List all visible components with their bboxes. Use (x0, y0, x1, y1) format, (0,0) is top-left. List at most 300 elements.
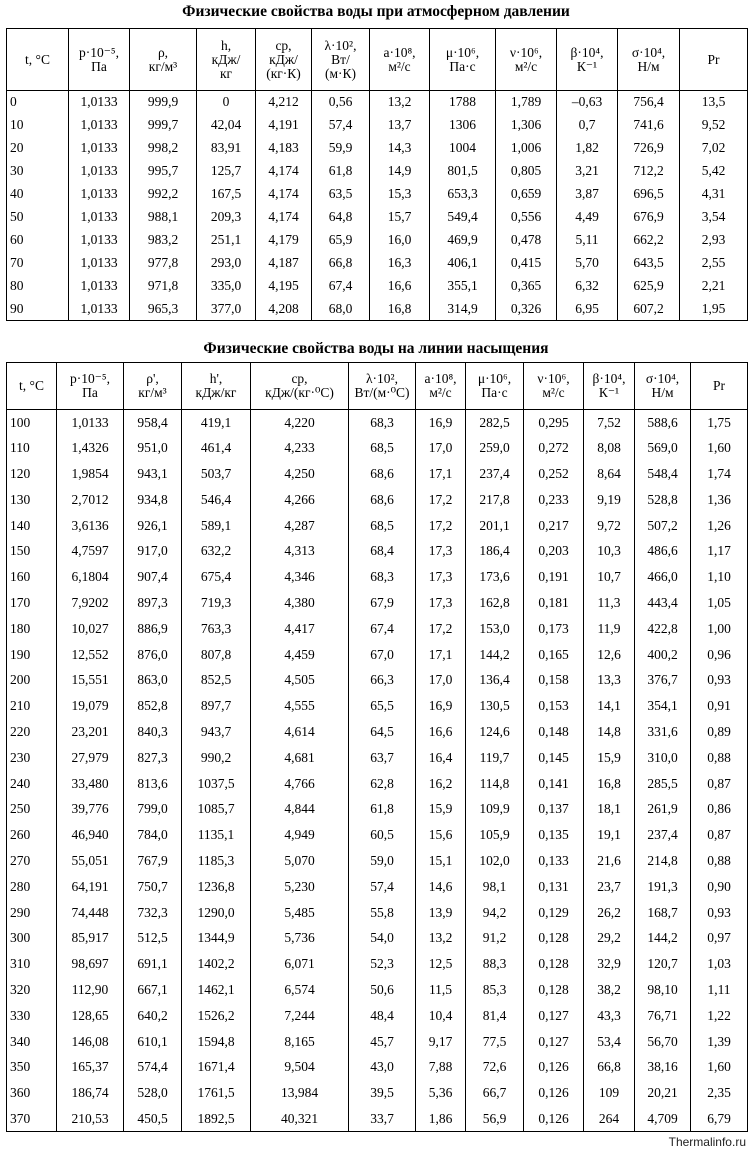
table-cell: 992,2 (130, 183, 197, 206)
column-header-line: μ·10⁶, (477, 371, 512, 386)
table-cell: 8,165 (251, 1029, 349, 1055)
table-row (7, 229, 748, 252)
table-cell: 0,87 (691, 822, 748, 848)
table-cell: 958,4 (124, 410, 182, 436)
table-cell: 1,4326 (57, 435, 124, 461)
table-cell: 607,2 (618, 298, 680, 321)
table-cell: 110 (7, 435, 57, 461)
table-cell: 144,2 (635, 925, 691, 951)
table-cell: 907,4 (124, 564, 182, 590)
table-cell: 214,8 (635, 848, 691, 874)
table-cell: 926,1 (124, 513, 182, 539)
table-cell: 170 (7, 590, 57, 616)
table-cell: 1761,5 (182, 1080, 251, 1106)
column-header-line: кДж/кг (195, 385, 237, 400)
table-cell: 4,233 (251, 435, 349, 461)
table-cell: 13,5 (680, 91, 748, 114)
table-cell: 17,3 (416, 564, 466, 590)
table-cell: 1,0133 (69, 137, 130, 160)
column-header (349, 363, 416, 410)
table-cell: 5,070 (251, 848, 349, 874)
table-cell: 0,181 (524, 590, 584, 616)
table-cell: 0,88 (691, 745, 748, 771)
table-cell: 5,36 (416, 1080, 466, 1106)
table-cell: 80 (7, 275, 69, 298)
table-cell: 124,6 (466, 719, 524, 745)
table-cell: 799,0 (124, 796, 182, 822)
table-cell: 105,9 (466, 822, 524, 848)
table-cell: 43,3 (584, 1003, 635, 1029)
table-cell: 719,3 (182, 590, 251, 616)
table-cell: 15,7 (370, 206, 430, 229)
table-cell: 0,86 (691, 796, 748, 822)
table-cell: 66,8 (584, 1054, 635, 1080)
table-cell: 8,64 (584, 461, 635, 487)
watermark-text: Thermalinfo.ru (668, 1135, 746, 1149)
table-cell: 17,0 (416, 667, 466, 693)
table-cell: 13,7 (370, 114, 430, 137)
table-cell: 90 (7, 298, 69, 321)
table-cell: 15,9 (584, 745, 635, 771)
table-cell: 1,0133 (69, 91, 130, 114)
table-row (7, 538, 748, 564)
table-cell: 330 (7, 1003, 57, 1029)
table-cell: 0,659 (496, 183, 557, 206)
column-header-line: p·10⁻⁵, (79, 44, 119, 60)
column-header-line: a·10⁸, (424, 371, 457, 386)
column-header (557, 29, 618, 91)
table-cell: 209,3 (197, 206, 256, 229)
table1-body (7, 91, 748, 321)
table-cell: 10,3 (584, 538, 635, 564)
table-cell: 827,3 (124, 745, 182, 771)
table-cell: 0,127 (524, 1029, 584, 1055)
table-cell: 0,203 (524, 538, 584, 564)
table-cell: 0,805 (496, 160, 557, 183)
table-cell: 7,52 (584, 410, 635, 436)
table-cell: 57,4 (349, 874, 416, 900)
table-cell: 4,187 (256, 252, 312, 275)
table-cell: 72,6 (466, 1054, 524, 1080)
column-header-line: λ·10², (366, 371, 398, 386)
table-cell: 14,9 (370, 160, 430, 183)
table-cell: 6,32 (557, 275, 618, 298)
table-cell: 988,1 (130, 206, 197, 229)
table-cell: 60 (7, 229, 69, 252)
table-cell: 784,0 (124, 822, 182, 848)
table-cell: 0,128 (524, 925, 584, 951)
table-cell: 876,0 (124, 642, 182, 668)
table-cell: 419,1 (182, 410, 251, 436)
table-cell: 653,3 (430, 183, 496, 206)
table-cell: 0,295 (524, 410, 584, 436)
table-cell: 91,2 (466, 925, 524, 951)
table-cell: 696,5 (618, 183, 680, 206)
table-cell: 33,480 (57, 771, 124, 797)
column-header-line: Н/м (651, 385, 674, 400)
table-cell: 16,6 (370, 275, 430, 298)
table-cell: 7,9202 (57, 590, 124, 616)
table-cell: 625,9 (618, 275, 680, 298)
table-cell: 60,5 (349, 822, 416, 848)
table-row (7, 206, 748, 229)
column-header (584, 363, 635, 410)
table2-header-row (7, 363, 748, 410)
table-cell: 64,5 (349, 719, 416, 745)
column-header (251, 363, 349, 410)
table-cell: 4,183 (256, 137, 312, 160)
table-cell: 0,7 (557, 114, 618, 137)
column-header-line: м²/с (514, 58, 538, 74)
table-row (7, 114, 748, 137)
table-cell: 285,5 (635, 771, 691, 797)
column-header-line: Pr (707, 51, 720, 67)
table-cell: 4,346 (251, 564, 349, 590)
table-cell: 4,844 (251, 796, 349, 822)
table-cell: 32,9 (584, 951, 635, 977)
table-cell: 56,70 (635, 1029, 691, 1055)
table-cell: 450,5 (124, 1106, 182, 1132)
column-header-line: ν·10⁶, (509, 44, 543, 60)
table-row (7, 590, 748, 616)
table-cell: 130 (7, 487, 57, 513)
table-cell: 68,5 (349, 435, 416, 461)
table-cell: 0,126 (524, 1106, 584, 1132)
table-cell: 10 (7, 114, 69, 137)
column-header (312, 29, 370, 91)
table-cell: 335,0 (197, 275, 256, 298)
table-cell: 977,8 (130, 252, 197, 275)
table-cell: 350 (7, 1054, 57, 1080)
table-cell: 98,697 (57, 951, 124, 977)
table-cell: 260 (7, 822, 57, 848)
table-cell: 1185,3 (182, 848, 251, 874)
table-cell: 0,272 (524, 435, 584, 461)
table-cell: 29,2 (584, 925, 635, 951)
table-cell: 293,0 (197, 252, 256, 275)
column-header-line: кДж/ (211, 51, 241, 67)
table-cell: 370 (7, 1106, 57, 1132)
table-cell: 68,5 (349, 513, 416, 539)
table-row (7, 1054, 748, 1080)
table-cell: 237,4 (635, 822, 691, 848)
table-cell: 55,8 (349, 900, 416, 926)
table-cell: 750,7 (124, 874, 182, 900)
table-cell: –0,63 (557, 91, 618, 114)
column-header-line: μ·10⁶, (445, 44, 480, 60)
table-cell: 2,21 (680, 275, 748, 298)
table-cell: 1,00 (691, 616, 748, 642)
table-cell: 153,0 (466, 616, 524, 642)
table-cell: 1,74 (691, 461, 748, 487)
table-cell: 67,4 (312, 275, 370, 298)
table-cell: 4,174 (256, 183, 312, 206)
table-cell: 486,6 (635, 538, 691, 564)
table-cell: 886,9 (124, 616, 182, 642)
table-cell: 712,2 (618, 160, 680, 183)
table-cell: 355,1 (430, 275, 496, 298)
table-cell: 120 (7, 461, 57, 487)
column-header-line: h, (220, 37, 232, 53)
table-cell: 0,556 (496, 206, 557, 229)
table-cell: 9,72 (584, 513, 635, 539)
column-header (618, 29, 680, 91)
column-header (130, 29, 197, 91)
table-cell: 94,2 (466, 900, 524, 926)
table-cell: 0,365 (496, 275, 557, 298)
table-cell: 15,9 (416, 796, 466, 822)
table-row (7, 1080, 748, 1106)
table-cell: 1,03 (691, 951, 748, 977)
table2-title: Физические свойства воды на линии насыщения (203, 340, 549, 357)
column-header-line: σ·10⁴, (645, 371, 680, 386)
table-cell: 10,4 (416, 1003, 466, 1029)
column-header-line: Pr (712, 378, 725, 393)
table-cell: 7,88 (416, 1054, 466, 1080)
table-cell: 5,42 (680, 160, 748, 183)
table-row (7, 487, 748, 513)
table-row (7, 275, 748, 298)
table-cell: 38,16 (635, 1054, 691, 1080)
table-cell: 144,2 (466, 642, 524, 668)
table-cell: 569,0 (635, 435, 691, 461)
table-cell: 11,3 (584, 590, 635, 616)
table-cell: 4,49 (557, 206, 618, 229)
table-cell: 1,0133 (69, 252, 130, 275)
table-cell: 0,326 (496, 298, 557, 321)
column-header-line: Вт/ (331, 51, 350, 67)
table-cell: 16,9 (416, 410, 466, 436)
table-cell: 1,82 (557, 137, 618, 160)
table-cell: 6,1804 (57, 564, 124, 590)
table-cell: 1,60 (691, 1054, 748, 1080)
table-cell: 43,0 (349, 1054, 416, 1080)
table-cell: 20,21 (635, 1080, 691, 1106)
column-header (370, 29, 430, 91)
table-cell: 4,195 (256, 275, 312, 298)
table-cell: 17,2 (416, 513, 466, 539)
table-cell: 290 (7, 900, 57, 926)
table-cell: 7,244 (251, 1003, 349, 1029)
table-row (7, 183, 748, 206)
table-cell: 1,05 (691, 590, 748, 616)
table-cell: 10,7 (584, 564, 635, 590)
table-cell: 17,3 (416, 538, 466, 564)
table-cell: 259,0 (466, 435, 524, 461)
table-cell: 1,26 (691, 513, 748, 539)
table-cell: 13,2 (416, 925, 466, 951)
table-cell: 0,165 (524, 642, 584, 668)
table-cell: 33,7 (349, 1106, 416, 1132)
table-cell: 17,1 (416, 642, 466, 668)
table-row (7, 796, 748, 822)
table-cell: 1,0133 (57, 410, 124, 436)
table-cell: 4,179 (256, 229, 312, 252)
table-cell: 6,574 (251, 977, 349, 1003)
table-cell: 0,88 (691, 848, 748, 874)
column-header (124, 363, 182, 410)
table-cell: 136,4 (466, 667, 524, 693)
table-cell: 48,4 (349, 1003, 416, 1029)
table-cell: 14,6 (416, 874, 466, 900)
column-header-line: t, °C (25, 51, 50, 67)
table-cell: 1,11 (691, 977, 748, 1003)
column-header-line: кг/м³ (138, 385, 167, 400)
table-cell: 67,4 (349, 616, 416, 642)
table-cell: 1,75 (691, 410, 748, 436)
table-cell: 40 (7, 183, 69, 206)
column-header-line: кг/м³ (148, 58, 178, 74)
table-cell: 0,93 (691, 667, 748, 693)
table-cell: 756,4 (618, 91, 680, 114)
table-cell: 549,4 (430, 206, 496, 229)
table-cell: 863,0 (124, 667, 182, 693)
table-row (7, 252, 748, 275)
table-cell: 67,0 (349, 642, 416, 668)
table-cell: 240 (7, 771, 57, 797)
table-cell: 264 (584, 1106, 635, 1132)
column-header (7, 29, 69, 91)
table-cell: 85,3 (466, 977, 524, 1003)
table-cell: 11,5 (416, 977, 466, 1003)
table-cell: 1,39 (691, 1029, 748, 1055)
table-cell: 767,9 (124, 848, 182, 874)
column-header-line: м²/с (429, 385, 452, 400)
table-cell: 76,71 (635, 1003, 691, 1029)
table-cell: 15,3 (370, 183, 430, 206)
table-cell: 9,52 (680, 114, 748, 137)
table-cell: 0,126 (524, 1054, 584, 1080)
table-cell: 943,7 (182, 719, 251, 745)
table-cell: 146,08 (57, 1029, 124, 1055)
table-cell: 270 (7, 848, 57, 874)
table-cell: 119,7 (466, 745, 524, 771)
table-cell: 943,1 (124, 461, 182, 487)
table-cell: 109 (584, 1080, 635, 1106)
table-cell: 66,7 (466, 1080, 524, 1106)
column-header-line: cp, (275, 37, 292, 53)
table-cell: 100 (7, 410, 57, 436)
table-cell: 354,1 (635, 693, 691, 719)
table-cell: 66,8 (312, 252, 370, 275)
table-cell: 68,0 (312, 298, 370, 321)
table-cell: 1594,8 (182, 1029, 251, 1055)
table-cell: 54,0 (349, 925, 416, 951)
table-cell: 4,949 (251, 822, 349, 848)
table-cell: 4,555 (251, 693, 349, 719)
table-cell: 50 (7, 206, 69, 229)
saturation-line-table (6, 362, 748, 1132)
table-cell: 65,9 (312, 229, 370, 252)
table-row (7, 822, 748, 848)
table-cell: 17,2 (416, 487, 466, 513)
table-cell: 17,1 (416, 461, 466, 487)
table-cell: 1,789 (496, 91, 557, 114)
table-cell: 4,380 (251, 590, 349, 616)
column-header-line: β·10⁴, (592, 371, 626, 386)
table-cell: 813,6 (124, 771, 182, 797)
table-cell: 310 (7, 951, 57, 977)
column-header-line: м²/с (388, 58, 411, 74)
table-cell: 4,766 (251, 771, 349, 797)
table-cell: 1,95 (680, 298, 748, 321)
table-cell: 68,6 (349, 487, 416, 513)
table-cell: 88,3 (466, 951, 524, 977)
table-cell: 589,1 (182, 513, 251, 539)
column-header-line: кг (219, 65, 233, 81)
table-cell: 422,8 (635, 616, 691, 642)
table-row (7, 977, 748, 1003)
table-cell: 53,4 (584, 1029, 635, 1055)
column-header-line: ρ, (157, 44, 169, 60)
table-cell: 0,129 (524, 900, 584, 926)
table-cell: 512,5 (124, 925, 182, 951)
table-cell: 503,7 (182, 461, 251, 487)
table-cell: 1236,8 (182, 874, 251, 900)
column-header (680, 29, 748, 91)
table-cell: 0,233 (524, 487, 584, 513)
table-cell: 801,5 (430, 160, 496, 183)
table-cell: 14,1 (584, 693, 635, 719)
table-cell: 1526,2 (182, 1003, 251, 1029)
table-cell: 150 (7, 538, 57, 564)
table-cell: 4,709 (635, 1106, 691, 1132)
table-cell: 0,89 (691, 719, 748, 745)
table-cell: 376,7 (635, 667, 691, 693)
column-header-line: ρ', (146, 371, 159, 386)
table-cell: 0,56 (312, 91, 370, 114)
table-cell: 16,3 (370, 252, 430, 275)
table-cell: 7,02 (680, 137, 748, 160)
table-cell: 27,979 (57, 745, 124, 771)
column-header (691, 363, 748, 410)
table-row (7, 616, 748, 642)
table-cell: 3,6136 (57, 513, 124, 539)
table-cell: 1,22 (691, 1003, 748, 1029)
table-cell: 68,4 (349, 538, 416, 564)
table-cell: 990,2 (182, 745, 251, 771)
table-cell: 897,7 (182, 693, 251, 719)
table-cell: 1892,5 (182, 1106, 251, 1132)
table-cell: 0,158 (524, 667, 584, 693)
table-cell: 1,0133 (69, 298, 130, 321)
table-cell: 4,191 (256, 114, 312, 137)
table-cell: 168,7 (635, 900, 691, 926)
table-row (7, 745, 748, 771)
table-cell: 85,917 (57, 925, 124, 951)
column-header (7, 363, 57, 410)
table-cell: 6,071 (251, 951, 349, 977)
table-cell: 39,776 (57, 796, 124, 822)
table-cell: 528,8 (635, 487, 691, 513)
table-row (7, 513, 748, 539)
table-cell: 68,3 (349, 410, 416, 436)
table-cell: 237,4 (466, 461, 524, 487)
table-cell: 128,65 (57, 1003, 124, 1029)
table-cell: 201,1 (466, 513, 524, 539)
table-cell: 130,5 (466, 693, 524, 719)
table-cell: 4,287 (251, 513, 349, 539)
table-cell: 0,153 (524, 693, 584, 719)
table-cell: 13,2 (370, 91, 430, 114)
table-cell: 741,6 (618, 114, 680, 137)
table-cell: 2,7012 (57, 487, 124, 513)
table-row (7, 667, 748, 693)
table-cell: 23,7 (584, 874, 635, 900)
table-row (7, 410, 748, 436)
table-cell: 4,614 (251, 719, 349, 745)
table-cell: 4,174 (256, 160, 312, 183)
